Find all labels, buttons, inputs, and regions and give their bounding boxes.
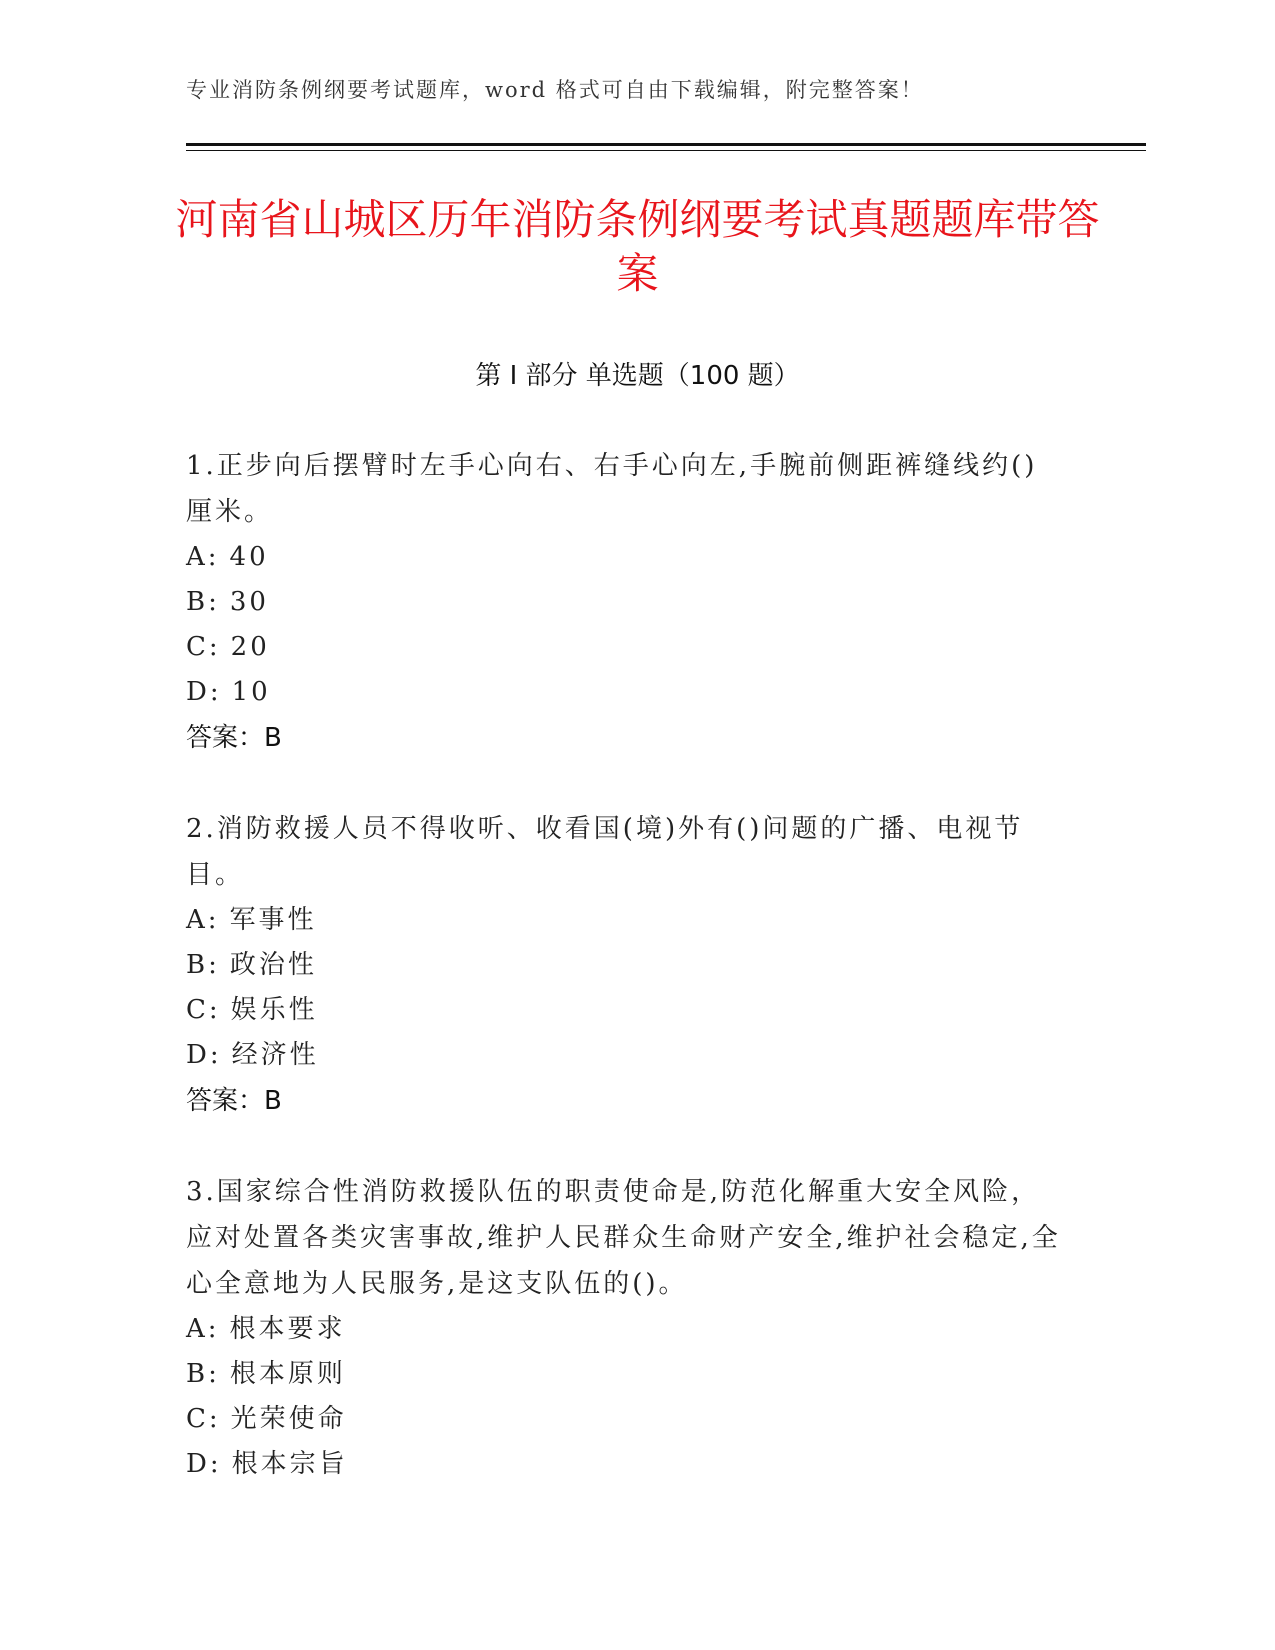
- answer-line: [186, 1078, 1066, 1124]
- question-stem: 1.正步向后摆臂时左手心向右、右手心向左,手腕前侧距裤缝线约()厘米。: [186, 451, 1038, 527]
- option-text: 经济性: [231, 1040, 319, 1070]
- question-2: [186, 806, 1066, 1124]
- option-text: 根本原则: [229, 1359, 346, 1389]
- option-text: 政治性: [229, 950, 317, 980]
- option-text: 根本要求: [229, 1314, 346, 1344]
- option-c: [186, 988, 1066, 1033]
- option-letter: D:: [186, 677, 222, 707]
- option-c: [186, 625, 1066, 670]
- answer-label: 答案：: [186, 723, 265, 753]
- answer-line: [186, 715, 1066, 761]
- option-a: [186, 1307, 1066, 1352]
- option-a: [186, 535, 1066, 580]
- option-text: 10: [231, 677, 271, 707]
- option-letter: A:: [186, 1314, 220, 1344]
- question-1: [186, 443, 1066, 761]
- option-letter: B:: [186, 587, 220, 617]
- option-letter: C:: [186, 632, 221, 662]
- option-b: [186, 1352, 1066, 1397]
- answer-value: B: [264, 1086, 282, 1116]
- question-stem: 2.消防救援人员不得收听、收看国(境)外有()问题的广播、电视节目。: [186, 814, 1024, 890]
- option-a: [186, 898, 1066, 943]
- answer-label: 答案：: [186, 1086, 265, 1116]
- option-letter: D:: [186, 1449, 222, 1479]
- header-note: 专业消防条例纲要考试题库，word 格式可自由下载编辑，附完整答案！: [186, 78, 924, 102]
- question-stem: 3.国家综合性消防救援队伍的职责使命是,防范化解重大安全风险，应对处置各类灾害事故,维护人民群众生命财产安全,维护社会稳定,全心全意地为人民服务,是这支队伍的()。: [186, 1177, 1061, 1299]
- option-text: 30: [229, 587, 269, 617]
- header-rule-thin: [186, 150, 1146, 151]
- header-rule-thick: [186, 143, 1146, 146]
- option-d: [186, 1442, 1066, 1487]
- option-text: 40: [229, 542, 269, 572]
- option-letter: C:: [186, 1404, 221, 1434]
- option-text: 娱乐性: [230, 995, 318, 1025]
- option-letter: B:: [186, 1359, 220, 1389]
- option-c: [186, 1397, 1066, 1442]
- option-d: [186, 1033, 1066, 1078]
- document-title: 河南省山城区历年消防条例纲要考试真题题库带答案: [175, 195, 1100, 298]
- option-text: 20: [230, 632, 270, 662]
- option-letter: A:: [186, 905, 220, 935]
- option-d: [186, 670, 1066, 715]
- option-b: [186, 943, 1066, 988]
- section-title: 第 I 部分 单选题（100 题）: [475, 361, 800, 391]
- option-letter: D:: [186, 1040, 222, 1070]
- option-letter: A:: [186, 542, 220, 572]
- option-b: [186, 580, 1066, 625]
- option-letter: C:: [186, 995, 221, 1025]
- answer-value: B: [264, 723, 282, 753]
- question-list: [186, 443, 1066, 1532]
- option-letter: B:: [186, 950, 220, 980]
- question-3: [186, 1169, 1066, 1487]
- option-text: 光荣使命: [230, 1404, 347, 1434]
- option-text: 军事性: [229, 905, 317, 935]
- option-text: 根本宗旨: [231, 1449, 348, 1479]
